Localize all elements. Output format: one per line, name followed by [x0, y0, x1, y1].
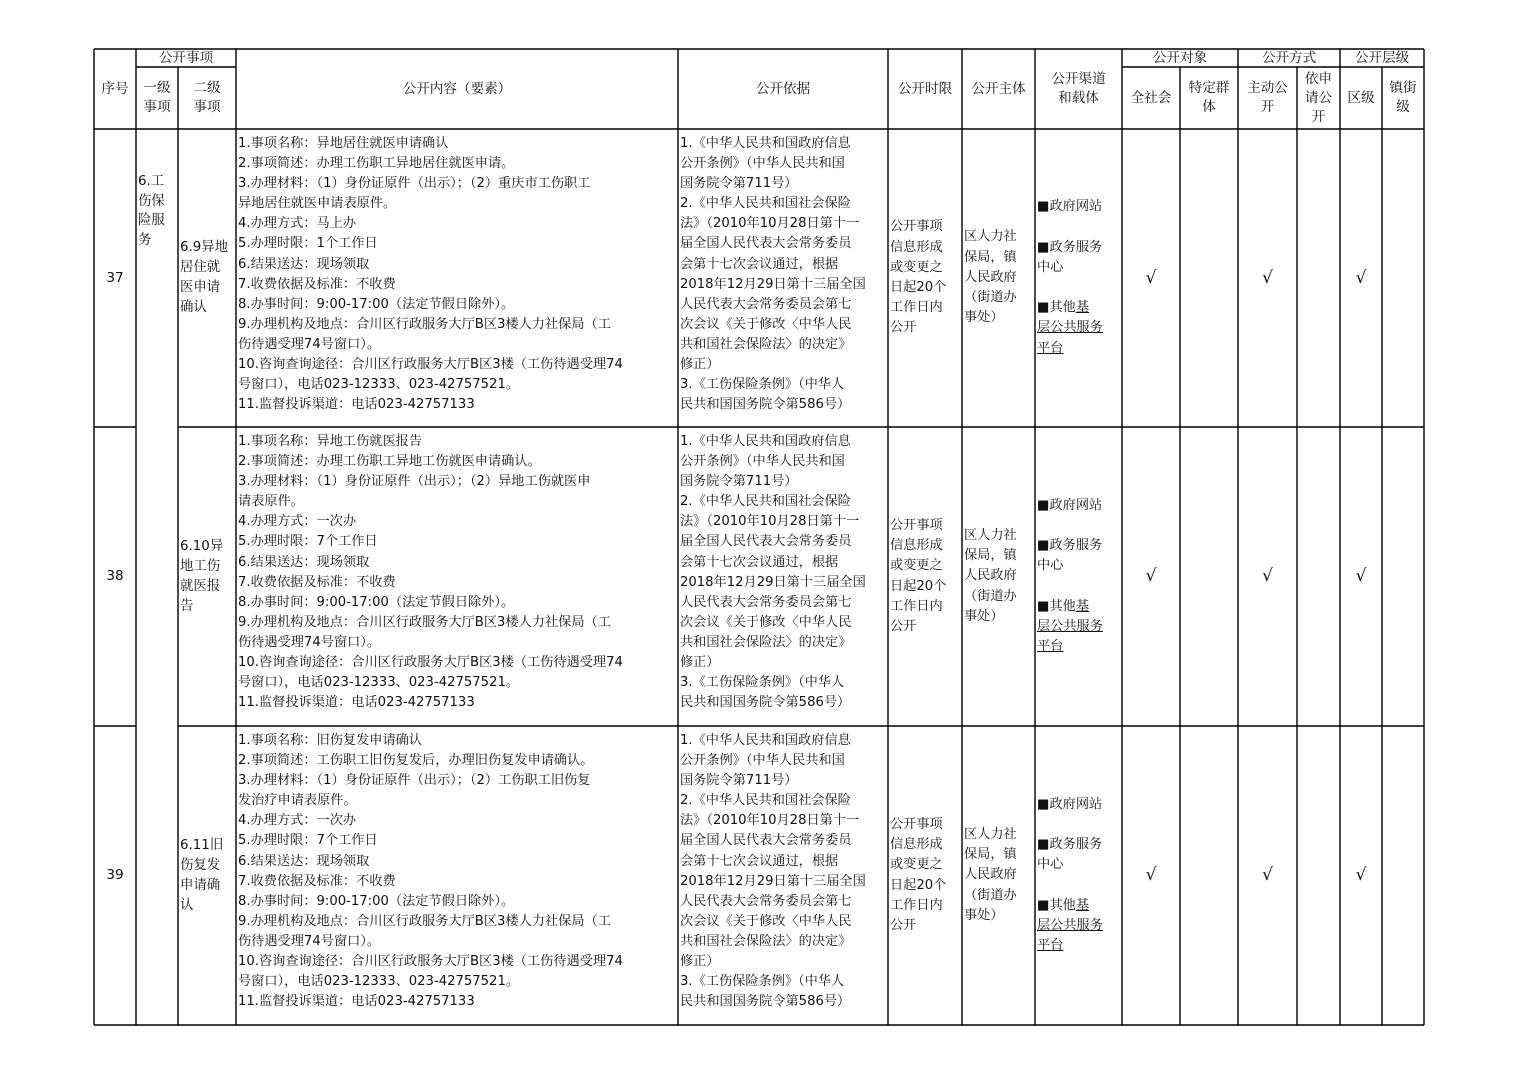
check-district: √	[1355, 267, 1367, 288]
header-method-group: 公开方式	[1261, 49, 1317, 66]
check-active: √	[1262, 267, 1273, 288]
row-subject: 区人力社 保局，镇 人民政府 （街道办 事处）	[964, 826, 1017, 923]
header-level-town: 镇街 级	[1389, 80, 1417, 115]
row-seq: 39	[106, 867, 124, 884]
check-district: √	[1355, 566, 1367, 587]
row-subject: 区人力社 保局，镇 人民政府 （街道办 事处）	[964, 527, 1017, 624]
channel-other-prefix: ■其他	[1037, 300, 1076, 316]
channel-gov-website: ■政府网站	[1037, 497, 1103, 513]
row-basis: 1.《中华人民共和国政府信息 公开条例》（中华人民共和国 国务院令第711号） 2.《中华人民共和国社会保险 法》（2010年10月28日第十一 届全国人民代表大会常务委员 会第十七次会议通过，根据 2018年12月29日第十三届全国 人民代表大会常务委员会第七 次会议《关于修改〈中华人民 共和国社会保险法〉的决定》 修正） 3.《工伤保险条例》（中华人 民共和国国务院令第586号）	[680, 733, 866, 1010]
check-all-society: √	[1145, 566, 1157, 587]
header-target-specific: 特定群 体	[1188, 80, 1230, 115]
header-channel: 公开渠道 和载体	[1051, 71, 1106, 106]
row-time-limit: 公开事项 信息形成 或变更之 日起20个 工作日内 公开	[890, 517, 947, 634]
header-seq: 序号	[101, 80, 129, 97]
row-level2: 6.11旧 伤复发 申请确 认	[180, 837, 224, 913]
header-method-apply: 依申 请公 开	[1304, 70, 1333, 125]
check-all-society: √	[1145, 865, 1157, 886]
channel-other	[1037, 597, 1103, 658]
row-content: 1.事项名称：旧伤复发申请确认 2.事项简述：工伤职工旧伤复发后，办理旧伤复发申请确认。 3.办理材料：（1）身份证原件（出示）；（2）工伤职工旧伤复 发治疗申请表原件。 4.办理方式：一次办 5.办理时限：7个工作日 6.结果送达：现场领取 7.收费依据及标准：不收费 8.办事时间：9:00-17:00（法定节假日除外）。 9.办理机构及地点：合川区行政服务大厅B区3楼人力社保局（工 伤待遇受理74号窗口）。 10.咨询查询途径：合川区行政服务大厅B区3楼（工伤待遇受理74 号窗口），电话023-12333、023-42757521。 11.监督投诉渠道：电话023-42757133	[238, 733, 623, 1010]
row-seq: 38	[106, 568, 124, 585]
channel-other-link[interactable]: 基 层公共服务 平台	[1037, 300, 1103, 356]
header-level-district: 区级	[1347, 89, 1375, 106]
row-time-limit: 公开事项 信息形成 或变更之 日起20个 工作日内 公开	[890, 219, 947, 336]
channel-service-center: ■政务服务 中心	[1037, 538, 1103, 574]
channel-other	[1037, 896, 1103, 957]
row-subject: 区人力社 保局，镇 人民政府 （街道办 事处）	[964, 229, 1017, 326]
channel-service-center: ■政务服务 中心	[1037, 837, 1103, 873]
channel-gov-website: ■政府网站	[1037, 199, 1103, 215]
channel-other-prefix: ■其他	[1037, 897, 1076, 913]
header-target-all: 全社会	[1130, 89, 1172, 106]
header-items-group: 公开事项	[158, 49, 214, 66]
channel-service-center: ■政务服务 中心	[1037, 239, 1103, 275]
row-channels	[1037, 427, 1122, 726]
row-content: 1.事项名称：异地居住就医申请确认 2.事项简述：办理工伤职工异地居住就医申请。 3.办理材料：（1）身份证原件（出示）；（2）重庆市工伤职工 异地居住就医申请表原件。 4.办理方式：马上办 5.办理时限：1个工作日 6.结果送达：现场领取 7.收费依据及标准：不收费 8.办事时间：9:00-17:00（法定节假日除外）。 9.办理机构及地点：合川区行政服务大厅B区3楼人力社保局（工 伤待遇受理74号窗口）。 10.咨询查询途径：合川区行政服务大厅B区3楼（工伤待遇受理74 号窗口），电话023-12333、023-42757521。 11.监督投诉渠道：电话023-42757133	[238, 136, 623, 413]
check-active: √	[1262, 566, 1273, 587]
channel-other-prefix: ■其他	[1037, 598, 1076, 614]
category-level1: 6.工 伤保 险服 务	[138, 174, 165, 248]
header-method-active: 主动公 开	[1247, 80, 1288, 115]
check-all-society: √	[1145, 267, 1157, 288]
row-channels	[1037, 726, 1122, 1025]
row-basis: 1.《中华人民共和国政府信息 公开条例》（中华人民共和国 国务院令第711号） 2.《中华人民共和国社会保险 法》（2010年10月28日第十一 届全国人民代表大会常务委员 会第十七次会议通过，根据 2018年12月29日第十三届全国 人民代表大会常务委员会第七 次会议《关于修改〈中华人民 共和国社会保险法〉的决定》 修正） 3.《工伤保险条例》（中华人 民共和国国务院令第586号）	[680, 434, 866, 711]
check-active: √	[1262, 865, 1273, 886]
header-time-limit: 公开时限	[897, 80, 953, 97]
row-level2: 6.9异地 居住就 医申请 确认	[180, 240, 229, 315]
header-target-group: 公开对象	[1152, 49, 1208, 66]
check-district: √	[1355, 865, 1367, 886]
row-time-limit: 公开事项 信息形成 或变更之 日起20个 工作日内 公开	[890, 816, 947, 933]
channel-other-link[interactable]: 基 层公共服务 平台	[1037, 897, 1103, 954]
channel-other-link[interactable]: 基 层公共服务 平台	[1037, 598, 1103, 655]
row-basis: 1.《中华人民共和国政府信息 公开条例》（中华人民共和国 国务院令第711号） 2.《中华人民共和国社会保险 法》（2010年10月28日第十一 届全国人民代表大会常务委员 会第十七次会议通过，根据 2018年12月29日第十三届全国 人民代表大会常务委员会第七 次会议《关于修改〈中华人民 共和国社会保险法〉的决定》 修正） 3.《工伤保险条例》（中华人 民共和国国务院令第586号）	[680, 136, 866, 413]
header-level-group: 公开层级	[1354, 49, 1410, 66]
header-level2: 二级 事项	[193, 80, 221, 115]
channel-gov-website: ■政府网站	[1037, 796, 1103, 812]
header-basis: 公开依据	[755, 80, 811, 97]
header-level1: 一级 事项	[143, 80, 171, 115]
row-level2: 6.10异 地工伤 就医报 告	[180, 538, 224, 614]
row-channels	[1037, 129, 1122, 427]
header-subject: 公开主体	[971, 80, 1026, 97]
row-seq: 37	[106, 269, 124, 286]
header-content: 公开内容（要素）	[402, 80, 512, 97]
row-content: 1.事项名称：异地工伤就医报告 2.事项简述：办理工伤职工异地工伤就医申请确认。 3.办理材料：（1）身份证原件（出示）；（2）异地工伤就医申 请表原件。 4.办理方式：一次办 5.办理时限：7个工作日 6.结果送达：现场领取 7.收费依据及标准：不收费 8.办事时间：9:00-17:00（法定节假日除外）。 9.办理机构及地点：合川区行政服务大厅B区3楼人力社保局（工 伤待遇受理74号窗口）。 10.咨询查询途径：合川区行政服务大厅B区3楼（工伤待遇受理74 号窗口），电话023-12333、023-42757521。 11.监督投诉渠道：电话023-42757133	[238, 434, 623, 711]
channel-other	[1037, 298, 1103, 359]
